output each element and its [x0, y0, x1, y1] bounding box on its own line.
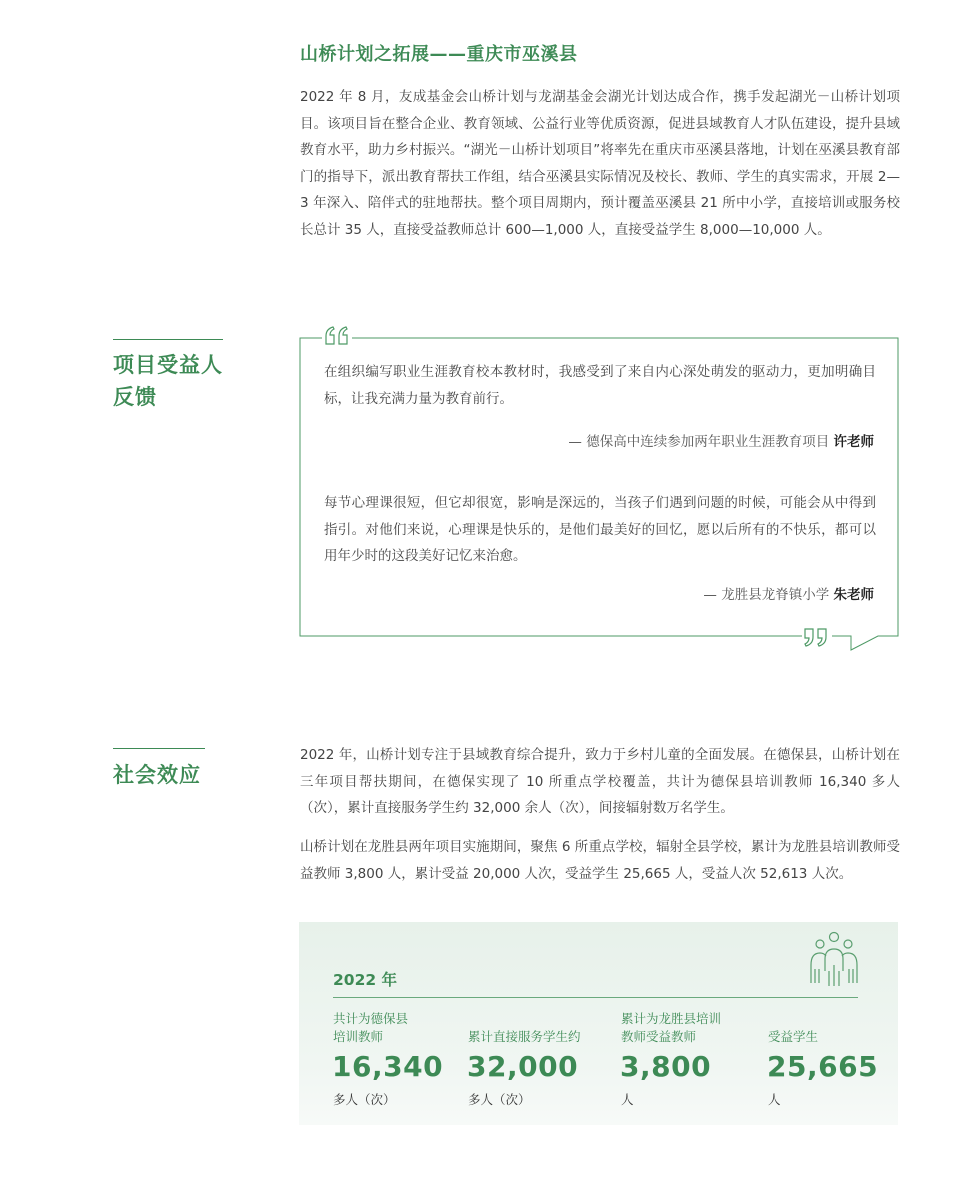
- expansion-paragraph: 2022 年 8 月，友成基金会山桥计划与龙湖基金会湖光计划达成合作，携手发起湖光－山桥计划项目。该项目旨在整合企业、教育领域、公益行业等优质资源，促进县域教育人才队伍建设，提升县域教育水平，助力乡村振兴。“湖光－山桥计划项目”将率先在重庆市巫溪县落地，计划在巫溪县教育部门的指导下，派出教育帮扶工作组，结合巫溪县实际情况及校长、教师、学生的真实需求，开展 2—3 年深入、陪伴式的驻地帮扶。整个项目周期内，预计覆盖巫溪县 21 所中小学，直接培训或服务校长总计 35 人，直接受益教师总计 600—1,000 人，直接受益学生 8,000—10,000 人。: [300, 89, 900, 238]
- quote-1-text: 在组织编写职业生涯教育校本教材时，我感受到了来自内心深处萌发的驱动力，更加明确目标，让我充满力量为教育前行。: [324, 364, 876, 407]
- stats-divider: [333, 997, 858, 998]
- quote-1-source: — 德保高中连续参加两年职业生涯教育项目: [568, 434, 830, 450]
- stat-2-unit: 多人（次）: [468, 1092, 531, 1107]
- open-quote-icon: [324, 326, 351, 345]
- quote-2-source: — 龙胜县龙脊镇小学: [703, 587, 830, 603]
- stat-2-label: 累计直接服务学生约: [468, 1029, 581, 1044]
- stat-1-label-line2: 培训教师: [333, 1029, 384, 1044]
- stat-1-value: 16,340: [332, 1050, 444, 1083]
- stat-1-label-line1: 共计为德保县: [333, 1011, 409, 1026]
- social-heading-rule: [113, 748, 205, 749]
- feedback-heading-line2: 反馈: [113, 385, 157, 409]
- quote-2-attribution: [703, 583, 874, 603]
- stat-4-unit: 人: [768, 1092, 781, 1107]
- stat-4-value: 25,665: [767, 1050, 879, 1083]
- quote-1-person: 许老师: [833, 434, 874, 450]
- stats-year: 2022 年: [333, 971, 398, 989]
- stat-3-label: [621, 1010, 721, 1046]
- stat-3-label-line2: 教师受益教师: [621, 1029, 697, 1044]
- section-title-expansion: 山桥计划之拓展——重庆市巫溪县: [300, 44, 578, 65]
- feedback-heading-line1: 项目受益人: [113, 353, 223, 377]
- stat-1-label: [333, 1010, 408, 1046]
- close-quote-icon: [803, 628, 830, 647]
- social-paragraph-2: 山桥计划在龙胜县两年项目实施期间，聚焦 6 所重点学校，辐射全县学校，累计为龙胜县培训教师受益教师 3,800 人，累计受益 20,000 人次，受益学生 25,665 人，受益人次 52,613 人次。: [300, 839, 900, 882]
- stat-3-value: 3,800: [620, 1050, 712, 1083]
- stat-2-value: 32,000: [467, 1050, 579, 1083]
- stat-3-unit: 人: [621, 1092, 634, 1107]
- stat-4-label: 受益学生: [768, 1029, 819, 1044]
- stat-3-label-line1: 累计为龙胜县培训: [621, 1011, 722, 1026]
- quote-2-text: 每节心理课很短，但它却很宽，影响是深远的，当孩子们遇到问题的时候，可能会从中得到指引。对他们来说，心理课是快乐的，是他们最美好的回忆，愿以后所有的不快乐，都可以用年少时的这段美好记忆来治愈。: [324, 495, 876, 564]
- quote-2-person: 朱老师: [833, 587, 874, 603]
- social-paragraph-1: 2022 年，山桥计划专注于县域教育综合提升，致力于乡村儿童的全面发展。在德保县，山桥计划在三年项目帮扶期间，在德保实现了 10 所重点学校覆盖，共计为德保县培训教师 16,340 多人（次），累计直接服务学生约 32,000 余人（次），间接辐射数万名学生。: [300, 747, 900, 816]
- social-heading: 社会效应: [113, 763, 201, 787]
- people-group-icon: [808, 931, 860, 987]
- stat-1-unit: 多人（次）: [333, 1092, 396, 1107]
- quote-1-attribution: [568, 430, 874, 450]
